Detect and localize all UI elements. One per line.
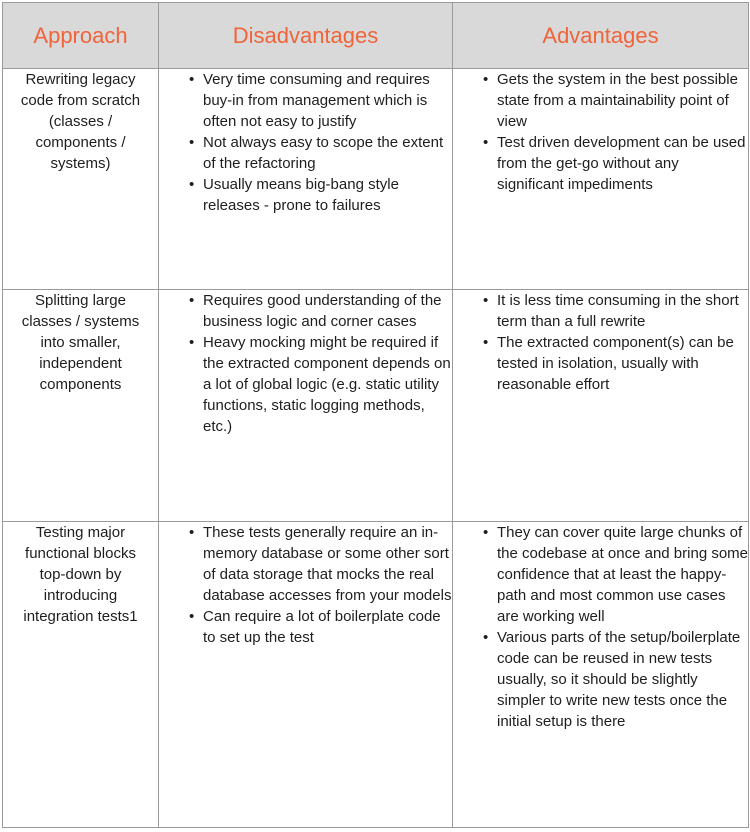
- list-item: • Various parts of the setup/boilerplate code can be reused in new tests usually, so it should be slightly simpler to write new tests once the initial setup is there: [497, 627, 748, 732]
- header-row: [3, 3, 749, 69]
- approach-cell: [3, 290, 159, 522]
- disadvantages-list: [159, 522, 452, 648]
- table-row: [3, 522, 749, 828]
- list-item: • It is less time consuming in the short term than a full rewrite: [497, 290, 748, 332]
- approach-text: Rewriting legacy code from scratch (classes / components / systems): [20, 71, 141, 172]
- header-approach: Approach: [3, 3, 159, 69]
- list-item: • They can cover quite large chunks of the codebase at once and bring some confidence that at least the happy-path and most common use cases are working well: [497, 522, 748, 627]
- advantages-cell: [453, 522, 749, 828]
- disadvantages-list: [159, 69, 452, 216]
- advantages-cell: [453, 290, 749, 522]
- approach-text: Testing major functional blocks top-down by introducing integration tests1: [23, 524, 138, 625]
- table-row: [3, 290, 749, 522]
- comparison-table: [2, 2, 749, 828]
- disadvantages-cell: [159, 522, 453, 828]
- list-item: • Not always easy to scope the extent of the refactoring: [203, 132, 452, 174]
- list-item: • Can require a lot of boilerplate code to set up the test: [203, 606, 452, 648]
- approach-cell: [3, 522, 159, 828]
- list-item: • These tests generally require an in-memory database or some other sort of data storage that mocks the real database accesses from your models: [203, 522, 452, 606]
- list-item: • Heavy mocking might be required if the extracted component depends on a lot of global logic (e.g. static utility functions, static logging methods, etc.): [203, 332, 452, 437]
- disadvantages-cell: [159, 290, 453, 522]
- disadvantages-cell: [159, 69, 453, 290]
- advantages-list: [453, 522, 748, 732]
- disadvantages-list: [159, 290, 452, 437]
- list-item: • The extracted component(s) can be tested in isolation, usually with reasonable effort: [497, 332, 748, 395]
- advantages-list: [453, 290, 748, 395]
- table-row: [3, 69, 749, 290]
- advantages-cell: [453, 69, 749, 290]
- list-item: • Test driven development can be used from the get-go without any significant impediments: [497, 132, 748, 195]
- approach-text: Splitting large classes / systems into smaller, independent components: [21, 292, 140, 393]
- list-item: • Usually means big-bang style releases - prone to failures: [203, 174, 452, 216]
- list-item: • Requires good understanding of the business logic and corner cases: [203, 290, 452, 332]
- header-advantages: Advantages: [453, 3, 749, 69]
- header-disadvantages: Disadvantages: [159, 3, 453, 69]
- advantages-list: [453, 69, 748, 195]
- approach-cell: [3, 69, 159, 290]
- list-item: • Very time consuming and requires buy-in from management which is often not easy to justify: [203, 69, 452, 132]
- list-item: • Gets the system in the best possible state from a maintainability point of view: [497, 69, 748, 132]
